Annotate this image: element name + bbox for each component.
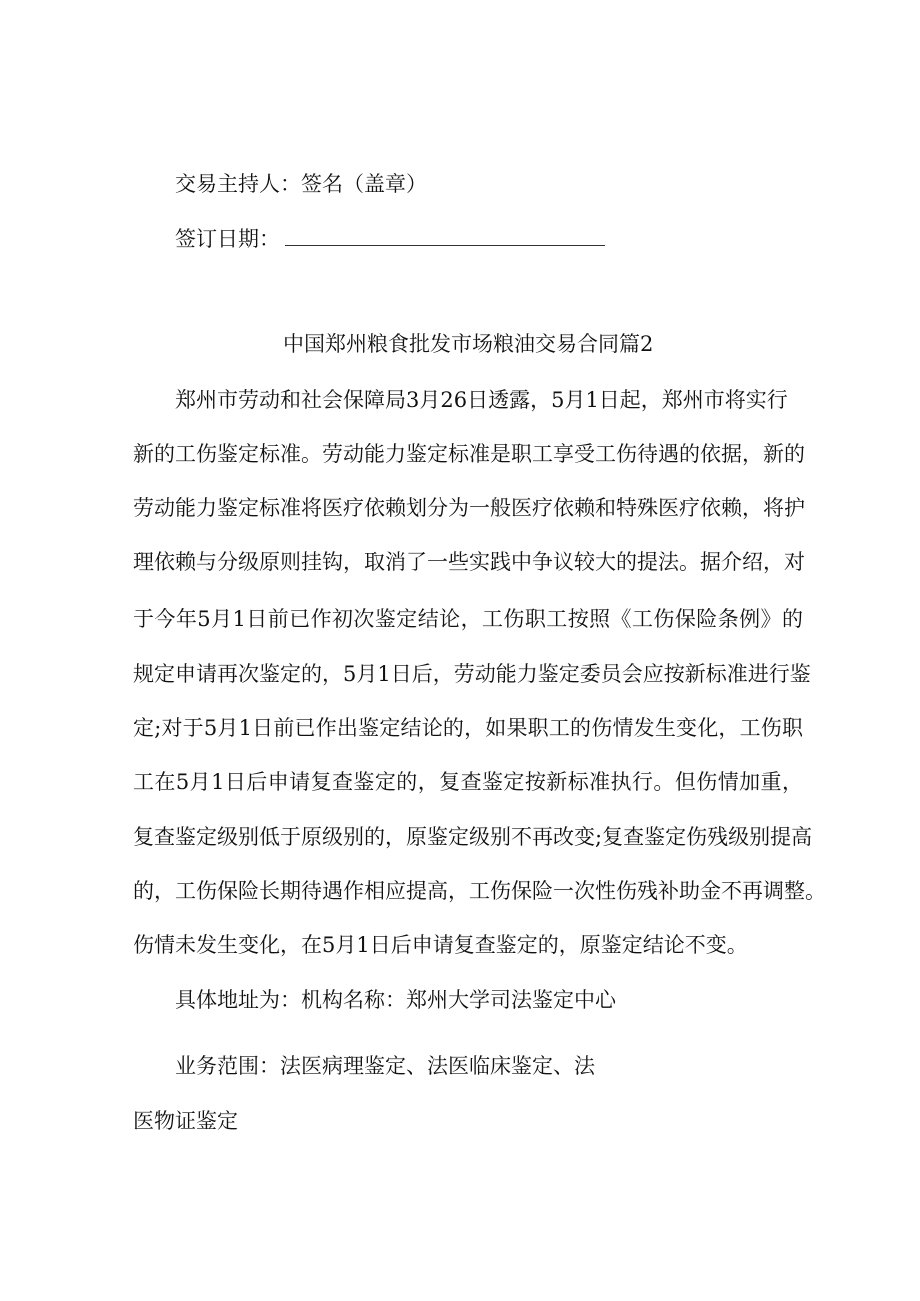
signature-host-line: 交易主持人：签名（盖章） (175, 172, 427, 196)
signature-date-label: 签订日期： (175, 227, 280, 251)
paragraph-line: 劳动能力鉴定标准将医疗依赖划分为一般医疗依赖和特殊医疗依赖，将护 (133, 496, 805, 520)
paragraph-line: 定;对于5月1日前已作出鉴定结论的，如果职工的伤情发生变化，工伤职 (133, 716, 803, 740)
paragraph-line: 的，工伤保险长期待遇作相应提高，工伤保险一次性伤残补助金不再调整。 (133, 879, 826, 903)
scope-line: 业务范围：法医病理鉴定、法医临床鉴定、法 (175, 1054, 595, 1078)
article-title: 中国郑州粮食批发市场粮油交易合同篇2 (283, 332, 654, 356)
paragraph-line: 于今年5月1日前已作初次鉴定结论，工伤职工按照《工伤保险条例》的 (133, 607, 803, 631)
paragraph-line: 规定申请再次鉴定的，5月1日后，劳动能力鉴定委员会应按新标准进行鉴 (133, 662, 811, 686)
paragraph-line: 新的工伤鉴定标准。劳动能力鉴定标准是职工享受工伤待遇的依据，新的 (133, 442, 805, 466)
paragraph-line: 伤情未发生变化，在5月1日后申请复查鉴定的，原鉴定结论不变。 (133, 933, 748, 957)
scope-continued-line: 医物证鉴定 (133, 1109, 238, 1133)
address-line: 具体地址为：机构名称：郑州大学司法鉴定中心 (175, 988, 616, 1012)
paragraph-line: 郑州市劳动和社会保障局3月26日透露，5月1日起，郑州市将实行 (175, 388, 788, 412)
paragraph-line: 工在5月1日后申请复查鉴定的，复查鉴定按新标准执行。但伤情加重， (133, 770, 803, 794)
signature-date-blank (285, 245, 605, 246)
paragraph-line: 复查鉴定级别低于原级别的，原鉴定级别不再改变;复查鉴定伤残级别提高 (133, 825, 813, 849)
paragraph-line: 理依赖与分级原则挂钩，取消了一些实践中争议较大的提法。据介绍，对 (133, 550, 805, 574)
